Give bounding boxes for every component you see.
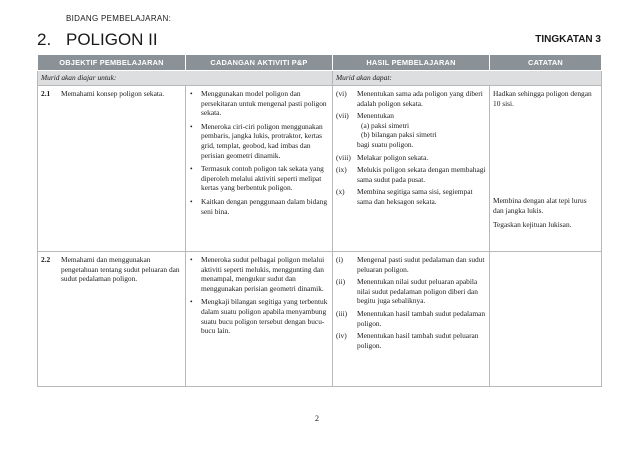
section-title-text: POLIGON II: [66, 30, 158, 49]
list-item: [336, 187, 486, 206]
outcome-text: Melakar poligon sekata.: [357, 152, 429, 162]
bullet-icon: •: [190, 297, 193, 307]
list-item: [336, 255, 486, 274]
outcome-text: Melukis poligon sekata dengan membahagi sama sudut pada pusat.: [357, 165, 486, 184]
list-item: [189, 122, 329, 160]
sub-item: bagi suatu poligon.: [357, 139, 414, 149]
bullet-icon: •: [190, 121, 193, 131]
outcome-text: Menentukan hasil tambah sudut peluaran poligon.: [357, 331, 479, 350]
activity-text: Menggunakan model poligon dan persekitaran untuk mengenal pasti poligon sekata.: [201, 89, 327, 118]
column-header: HASIL PEMBELAJARAN: [333, 55, 490, 71]
tingkatan-label: TINGKATAN 3: [535, 34, 601, 45]
item-number: (vi): [336, 89, 347, 98]
item-number: (viii): [336, 152, 351, 162]
item-number: (vii): [336, 111, 349, 121]
list-item: [189, 197, 329, 216]
column-header: CADANGAN AKTIVITI P&P: [186, 55, 333, 71]
note-text: Hadkan sehingga poligon dengan 10 sisi.: [493, 89, 592, 108]
table-row: [38, 86, 602, 252]
outcome-text: Menentukan sama ada poligon yang diberi adalah poligon sekata.: [357, 89, 483, 108]
aktiviti-cell: [186, 252, 333, 387]
outcome-text: Menentukan hasil tambah sudut pedalaman poligon.: [357, 308, 486, 328]
table-header-row: [38, 55, 602, 71]
activity-text: Kaitkan dengan penggunaan dalam bidang seni bina.: [201, 196, 328, 216]
list-item: [336, 111, 486, 149]
table-subheader-row: [38, 71, 602, 86]
table-row: [38, 252, 602, 387]
bidang-label: BIDANG PEMBELAJARAN:: [66, 14, 172, 23]
item-number: (x): [336, 187, 345, 197]
item-number: (ii): [336, 277, 346, 287]
list-item: [336, 165, 486, 184]
item-number: (i): [336, 255, 343, 264]
list-item: [336, 309, 486, 328]
list-item: [189, 255, 329, 293]
column-header: CATATAN: [490, 55, 602, 71]
objective-text: Memahami konsep poligon sekata.: [61, 89, 165, 98]
activity-text: Mengkaji bilangan segitiga yang terbentuk dalam suatu poligon apabila menyambung suatu bucu poligon tersebut dengan bucu-bucu lain.: [201, 297, 328, 336]
objektif-cell: [38, 86, 186, 252]
section-number: 2.: [37, 30, 52, 49]
bullet-icon: •: [190, 89, 193, 98]
outcome-text: Membina segitiga sama sisi, segiempat sama dan heksagon sekata.: [357, 187, 473, 206]
activity-text: Meneroka sudut pelbagai poligon melalui aktiviti seperti melukis, menggunting dan menampal, mengukur sudut dan menggunakan perisian geometri dinamik.: [201, 255, 325, 293]
aktiviti-cell: [186, 86, 333, 252]
outcome-text: Menentukan: [357, 111, 394, 121]
list-item: [189, 164, 329, 193]
outcome-text: Menentukan nilai sudut peluaran apabila nilai sudut pedalaman poligon diberi dan begitu juga sebaliknya.: [357, 277, 478, 306]
objective-code: 2.2: [41, 255, 51, 264]
section-title: [37, 30, 158, 50]
bullet-icon: •: [190, 196, 193, 206]
list-item: [336, 277, 486, 306]
objective-text: Memahami dan menggunakan pengetahuan tentang sudut peluaran dan sudut pedalaman poligon.: [61, 255, 180, 284]
activity-text: Termasuk contoh poligon tak sekata yang diperoleh melalui aktiviti seperti melipat kertas yang berbentuk poligon.: [201, 164, 324, 193]
item-number: (iv): [336, 331, 347, 341]
catatan-cell: [490, 252, 602, 387]
hasil-cell: [333, 86, 490, 252]
objective-code: 2.1: [41, 89, 51, 98]
syllabus-table: [37, 54, 602, 387]
page-number: 2: [315, 414, 319, 423]
column-header: OBJEKTIF PEMBELAJARAN: [38, 55, 186, 71]
sub-item: (a) paksi simetri: [361, 120, 410, 130]
objektif-cell: [38, 252, 186, 387]
item-number: (iii): [336, 308, 348, 318]
list-item: [189, 297, 329, 335]
bullet-icon: •: [190, 164, 193, 174]
outcome-text: Mengenal pasti sudut pedalaman dan sudut peluaran poligon.: [357, 255, 485, 274]
item-number: (ix): [336, 165, 347, 175]
sub-item: (b) bilangan paksi simetri: [361, 130, 437, 140]
list-item: [336, 153, 486, 163]
subheader-right: Murid akan dapat:: [333, 71, 602, 86]
subheader-left: Murid akan diajar untuk:: [38, 71, 333, 86]
bullet-icon: •: [190, 255, 193, 264]
hasil-cell: [333, 252, 490, 387]
catatan-cell: [490, 86, 602, 252]
list-item: [189, 89, 329, 118]
list-item: [336, 331, 486, 350]
note-text: Tegaskan kejituan lukisan.: [493, 220, 572, 230]
list-item: [336, 89, 486, 108]
note-text: Membina dengan alat tepi lurus dan jangka lukis.: [493, 196, 587, 215]
activity-text: Meneroka ciri-ciri poligon menggunakan pembaris, jangka lukis, protraktor, kertas grid, templat, geobod, kad imbas dan perisian geometri dinamik.: [201, 121, 323, 160]
